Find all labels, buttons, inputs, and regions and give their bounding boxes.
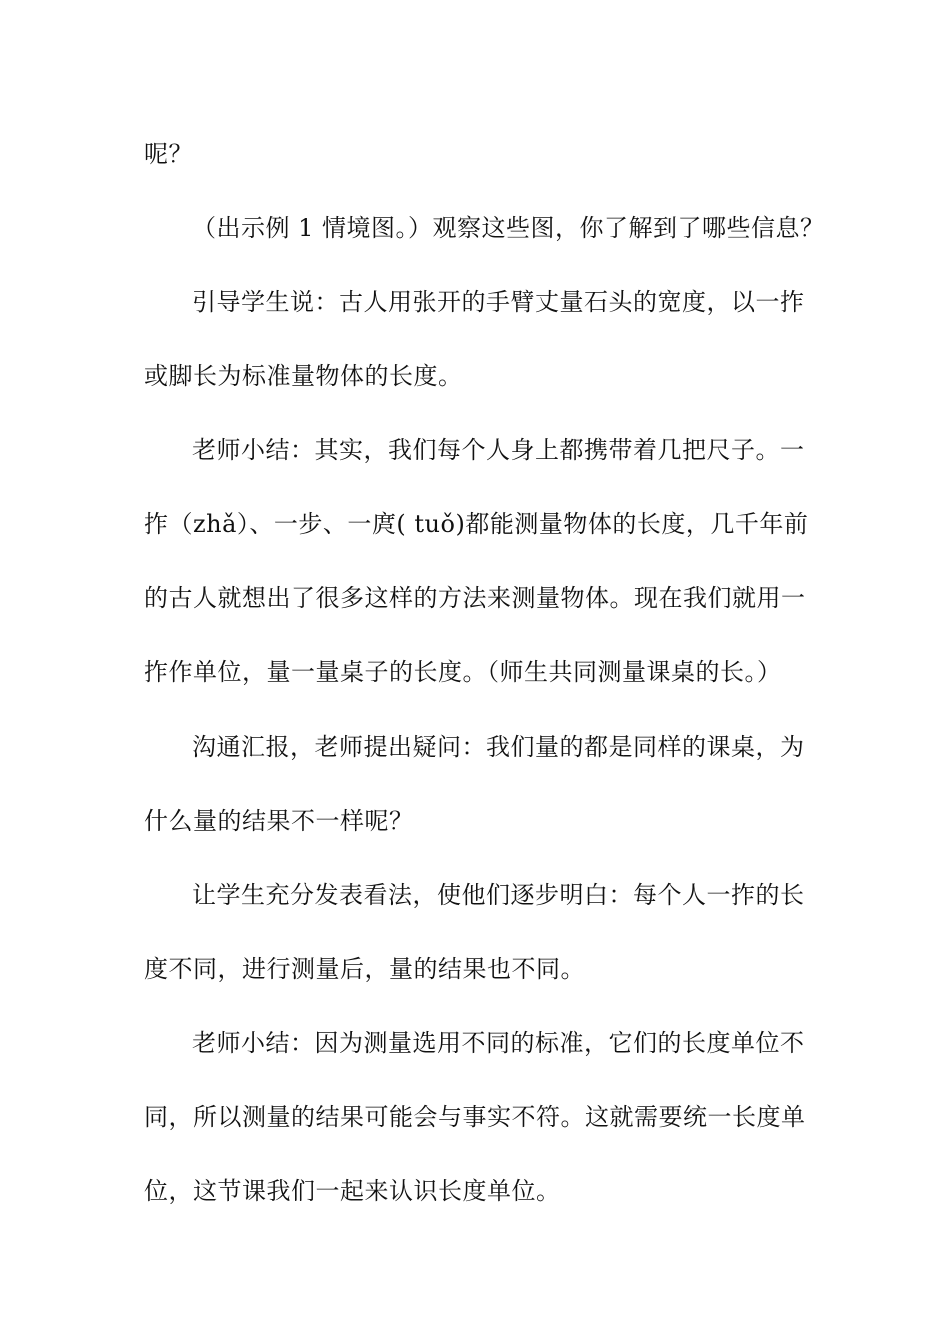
text-line-4: 或脚长为标准量物体的长度。 [144,362,463,390]
text-line-13: 老师小结：因为测量选用不同的标准，它们的长度单位不 [192,1029,805,1057]
text-line-12: 度不同，进行测量后，量的结果也不同。 [144,955,585,983]
text-line-10: 什么量的结果不一样呢？ [144,807,414,835]
text-line-11: 让学生充分发表看法，使他们逐步明白：每个人一拃的长 [192,881,805,909]
text-line-7: 的古人就想出了很多这样的方法来测量物体。现在我们就用一 [144,584,806,612]
text-line-5: 老师小结：其实，我们每个人身上都携带着几把尺子。一 [192,436,805,464]
text-line-1: 呢？ [144,140,193,168]
text-line-14: 同，所以测量的结果可能会与事实不符。这就需要统一长度单 [144,1103,806,1131]
text-line-9: 沟通汇报，老师提出疑问：我们量的都是同样的课桌，为 [192,733,805,761]
text-line-3: 引导学生说：古人用张开的手臂丈量石头的宽度，以一拃 [192,288,805,316]
text-line-2: （出示例 1 情境图。）观察这些图，你了解到了哪些信息？ [192,214,825,242]
text-line-8: 拃作单位，量一量桌子的长度。（师生共同测量课桌的长。） [144,658,782,686]
text-line-6: 拃（zhǎ）、一步、一庹( tuǒ)都能测量物体的长度，几千年前 [144,510,809,538]
text-line-15: 位，这节课我们一起来认识长度单位。 [144,1177,561,1205]
